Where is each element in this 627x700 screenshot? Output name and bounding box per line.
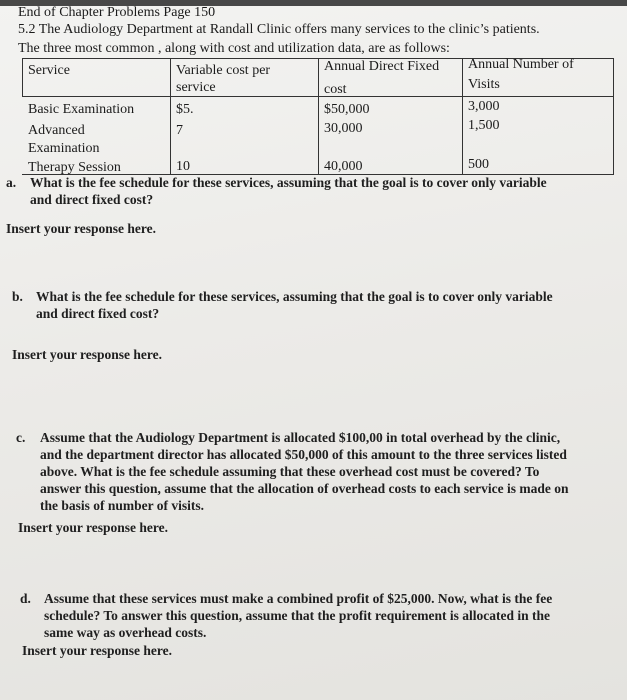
- row-2-fixed-cost: 30,000: [324, 121, 363, 136]
- question-d: [20, 590, 552, 641]
- question-c-line-5: the basis of number of visits.: [40, 498, 205, 513]
- question-b-label: b.: [12, 289, 23, 304]
- question-c: [16, 429, 568, 514]
- response-placeholder-c[interactable]: Insert your response here.: [18, 520, 168, 535]
- question-c-label: c.: [16, 430, 26, 445]
- page-title: End of Chapter Problems Page 150: [18, 5, 216, 20]
- question-a-label: a.: [6, 175, 17, 190]
- header-variable-cost-line-1: Variable cost per: [176, 63, 271, 78]
- question-a-line-2: and direct fixed cost?: [30, 192, 154, 207]
- header-variable-cost-line-2: service: [176, 80, 216, 95]
- table-rule: [318, 58, 319, 175]
- question-c-line-1: Assume that the Audiology Department is allocated $100,00 in total overhead by the clinic,: [40, 430, 561, 445]
- table-rule: [613, 58, 614, 175]
- header-visits-line-2: Visits: [468, 77, 500, 92]
- question-c-line-3: above. What is the fee schedule assuming that these overhead cost must be covered? To: [40, 464, 540, 479]
- row-1-service: Basic Examination: [28, 102, 135, 117]
- row-1-variable-cost: $5.: [176, 102, 194, 117]
- header-visits-line-1: Annual Number of: [468, 57, 574, 72]
- row-1-fixed-cost: $50,000: [324, 102, 370, 117]
- response-placeholder-d[interactable]: Insert your response here.: [22, 643, 172, 658]
- row-2-service-line-2: Examination: [28, 141, 100, 156]
- row-3-fixed-cost: 40,000: [324, 159, 363, 174]
- response-placeholder-b[interactable]: Insert your response here.: [12, 347, 162, 362]
- header-service: Service: [28, 63, 70, 78]
- row-1-visits: 3,000: [468, 99, 500, 114]
- question-b-line-1: What is the fee schedule for these services, assuming that the goal is to cover only variable: [36, 289, 553, 304]
- row-2-visits: 1,500: [468, 118, 500, 133]
- question-a-line-1: What is the fee schedule for these services, assuming that the goal is to cover only variable: [30, 175, 547, 190]
- question-b: [12, 288, 553, 322]
- question-d-line-2: schedule? To answer this question, assume that the profit requirement is allocated in the: [44, 608, 551, 623]
- row-2-variable-cost: 7: [176, 123, 183, 138]
- table-rule: [22, 58, 23, 97]
- question-d-line-3: same way as overhead costs.: [44, 625, 207, 640]
- row-3-visits: 500: [468, 157, 489, 172]
- question-d-label: d.: [20, 591, 31, 606]
- table-rule: [170, 58, 171, 175]
- question-c-line-2: and the department director has allocated $50,000 of this amount to the three services listed: [40, 447, 567, 462]
- cost-data-table: [22, 58, 614, 175]
- question-c-line-4: answer this question, assume that the allocation of overhead costs to each service is made on: [40, 481, 569, 496]
- header-annual-fixed-line-2: cost: [324, 82, 347, 97]
- problem-intro-line-1: 5.2 The Audiology Department at Randall Clinic offers many services to the clinic’s patients.: [18, 22, 540, 37]
- row-2-service-line-1: Advanced: [28, 123, 85, 138]
- question-d-line-1: Assume that these services must make a combined profit of $25,000. Now, what is the fee: [44, 591, 553, 606]
- row-3-service: Therapy Session: [28, 160, 121, 175]
- response-placeholder-a[interactable]: Insert your response here.: [6, 221, 156, 236]
- row-3-variable-cost: 10: [176, 159, 190, 174]
- question-a: [6, 174, 547, 208]
- question-b-line-2: and direct fixed cost?: [36, 306, 160, 321]
- problem-intro-line-2: The three most common , along with cost and utilization data, are as follows:: [18, 41, 450, 56]
- header-annual-fixed-line-1: Annual Direct Fixed: [324, 59, 440, 74]
- table-rule: [462, 58, 463, 175]
